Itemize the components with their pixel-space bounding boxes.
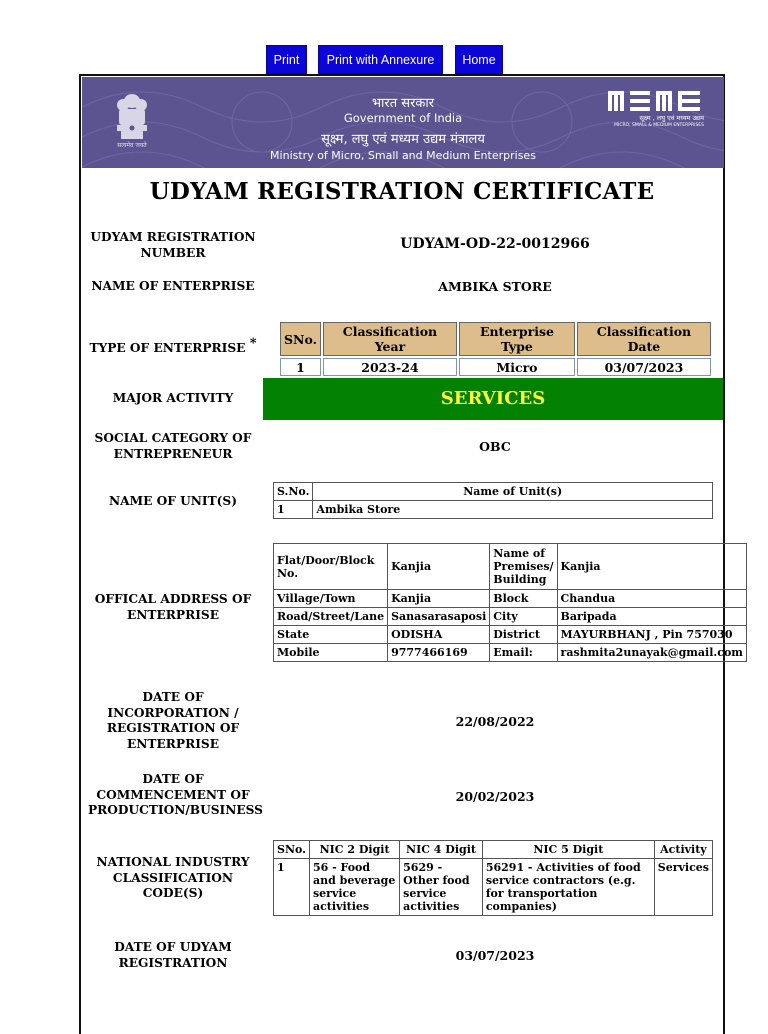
classification-table — [278, 320, 713, 378]
msme-logo-hindi-tag: सूक्ष्म , लघु एवं मध्यम उद्यम — [639, 114, 704, 122]
classification-header-type: Enterprise Type — [459, 322, 575, 356]
units-header-name: Name of Unit(s) — [313, 483, 713, 501]
social-category-value: OBC — [479, 439, 511, 454]
emblem-caption: सत्यमेव जयते — [117, 142, 147, 149]
udyam-date-value: 03/07/2023 — [455, 948, 535, 963]
enterprise-name-value: AMBIKA STORE — [438, 279, 552, 294]
address-key: Email: — [490, 644, 557, 662]
table-row — [280, 358, 711, 376]
classification-header-year: Classification Year — [323, 322, 457, 356]
table-row — [274, 544, 747, 590]
address-value: 9777466169 — [388, 644, 490, 662]
ministry-banner — [82, 77, 724, 168]
table-row — [274, 608, 747, 626]
nic-header-2digit: NIC 2 Digit — [309, 841, 399, 859]
nic-table — [273, 840, 713, 916]
print-with-annexure-button[interactable]: Print with Annexure — [318, 45, 443, 74]
address-key: Road/Street/Lane — [274, 608, 388, 626]
banner-hindi-ministry: सूक्ष्म, लघु एवं मध्यम उद्यम मंत्रालय — [321, 132, 485, 147]
banner-ministry-name: Ministry of Micro, Small and Medium Enterprises — [270, 149, 536, 162]
table-row — [274, 644, 747, 662]
nic-2digit: 56 - Food and beverage service activities — [309, 859, 399, 916]
address-value: MAYURBHANJ , Pin 757030 — [557, 626, 746, 644]
address-key: Mobile — [274, 644, 388, 662]
units-table — [273, 482, 713, 519]
incorporation-date-value: 22/08/2022 — [455, 714, 535, 729]
unit-sno: 1 — [274, 501, 313, 519]
table-row — [274, 590, 747, 608]
udyam-date-label: DATE OF UDYAM REGISTRATION — [114, 940, 232, 970]
major-activity-label: MAJOR ACTIVITY — [112, 391, 234, 405]
address-key: Block — [490, 590, 557, 608]
certificate-title: UDYAM REGISTRATION CERTIFICATE — [149, 178, 655, 205]
print-button[interactable]: Print — [266, 45, 307, 74]
address-value: Kanjia — [388, 590, 490, 608]
incorporation-date-label: DATE OF INCORPORATION / REGISTRATION OF ENTERPRISE — [106, 690, 240, 751]
address-value: Sanasarasaposi — [388, 608, 490, 626]
classification-header-date: Classification Date — [577, 322, 711, 356]
address-value: Baripada — [557, 608, 746, 626]
classification-year: 2023-24 — [323, 358, 457, 376]
classification-header-sno: SNo. — [280, 322, 321, 356]
nic-header-activity: Activity — [654, 841, 712, 859]
social-category-label: SOCIAL CATEGORY OF ENTREPRENEUR — [94, 431, 252, 461]
banner-hindi-govt: भारत सरकार — [371, 96, 435, 111]
commencement-date-value: 20/02/2023 — [455, 789, 535, 804]
address-table — [273, 543, 747, 662]
enterprise-name-label: NAME OF ENTERPRISE — [91, 279, 255, 293]
classification-date: 03/07/2023 — [577, 358, 711, 376]
msme-logo-english-tag: MICRO, SMALL & MEDIUM ENTERPRISES — [614, 123, 704, 128]
address-key: Flat/Door/Block No. — [274, 544, 388, 590]
address-key: City — [490, 608, 557, 626]
nic-header-4digit: NIC 4 Digit — [400, 841, 483, 859]
enterprise-type-label-text: TYPE OF ENTERPRISE — [89, 341, 246, 356]
address-key: Name of Premises/ Building — [490, 544, 557, 590]
address-key: State — [274, 626, 388, 644]
registration-number-label: UDYAM REGISTRATION NUMBER — [90, 230, 256, 260]
major-activity-value: SERVICES — [263, 378, 723, 420]
banner-english-govt: Government of India — [343, 111, 463, 125]
nic-header-5digit: NIC 5 Digit — [482, 841, 654, 859]
classification-sno: 1 — [280, 358, 321, 376]
home-button[interactable]: Home — [455, 45, 503, 74]
table-row — [274, 626, 747, 644]
table-row — [274, 501, 713, 519]
registration-number-value: UDYAM-OD-22-0012966 — [400, 236, 590, 252]
nic-sno: 1 — [274, 859, 310, 916]
table-row — [274, 859, 713, 916]
address-label: OFFICAL ADDRESS OF ENTERPRISE — [94, 592, 252, 622]
address-value: Kanjia — [557, 544, 746, 590]
address-value: Kanjia — [388, 544, 490, 590]
unit-names-label: NAME OF UNIT(S) — [108, 494, 237, 508]
address-key: Village/Town — [274, 590, 388, 608]
nic-activity: Services — [654, 859, 712, 916]
unit-name: Ambika Store — [313, 501, 713, 519]
nic-codes-label: NATIONAL INDUSTRY CLASSIFICATION CODE(S) — [96, 855, 250, 900]
address-value: ODISHA — [388, 626, 490, 644]
classification-type: Micro — [459, 358, 575, 376]
units-header-sno: S.No. — [274, 483, 313, 501]
nic-5digit: 56291 - Activities of food service contractors (e.g. for transportation companies) — [482, 859, 654, 916]
nic-header-sno: SNo. — [274, 841, 310, 859]
nic-4digit: 5629 - Other food service activities — [400, 859, 483, 916]
email-value[interactable]: rashmita2unayak@gmail.com — [557, 644, 746, 662]
address-key: District — [490, 626, 557, 644]
enterprise-type-label — [88, 336, 258, 357]
asterisk: * — [249, 336, 257, 351]
commencement-date-label: DATE OF COMMENCEMENT OF PRODUCTION/BUSINESS — [88, 772, 263, 817]
address-value: Chandua — [557, 590, 746, 608]
